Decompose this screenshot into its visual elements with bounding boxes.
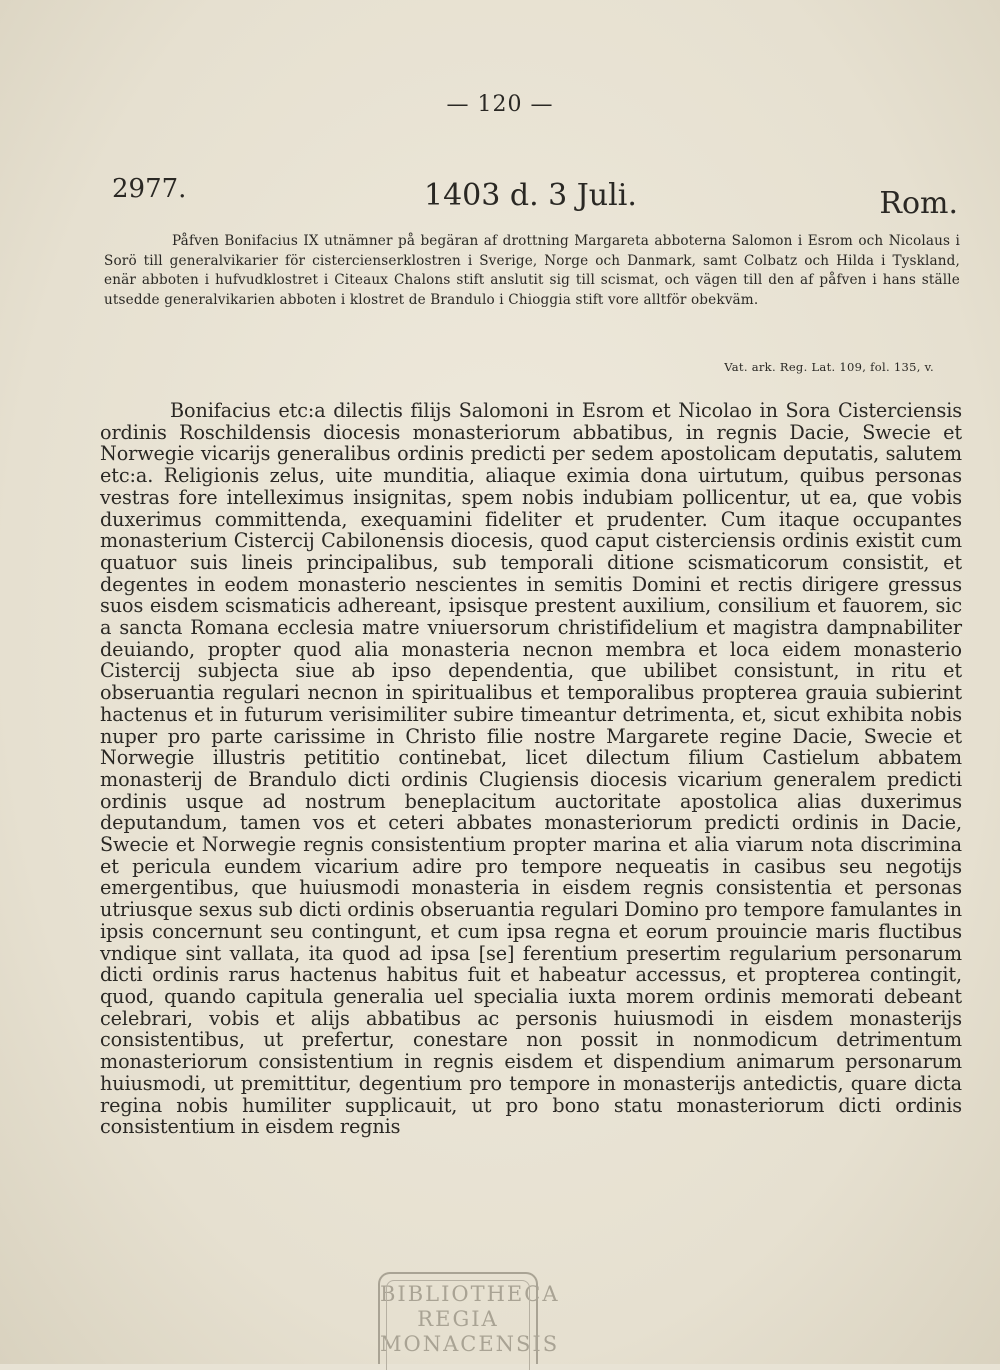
stamp-inner-border — [386, 1280, 530, 1370]
entry-number: 2977. — [112, 174, 187, 204]
stamp-line-3: MONACENSIS — [380, 1332, 560, 1356]
entry-date: 1403 d. 3 Juli. — [424, 178, 637, 213]
page-number: — 120 — — [446, 92, 554, 117]
library-stamp — [378, 1272, 560, 1364]
stamp-line-1: BIBLIOTHECA — [380, 1282, 560, 1306]
entry-place: Rom. — [879, 186, 958, 221]
source-reference: Vat. ark. Reg. Lat. 109, fol. 135, v. — [724, 360, 934, 374]
latin-body-text: Bonifacius etc:a dilectis filijs Salomoni in Esrom et Nicolao in Sora Cisterciensis ordinis Roschildensis diocesis monasteriorum abbatibus, in regnis Dacie, Swecie et Norwegie vicarijs generalibus ordinis predicti per sedem apostolicam deputatis, salutem etc:a. Religionis zelus, uite munditia, aliaque eximia dona uirtutum, quibus personas vestras fore intelleximus insignitas, spem nobis indubiam pollicentur, ut ea, que vobis duxerimus committenda, exequamini fideliter et prudenter. Cum itaque occupantes monasterium Cistercij Cabilonensis diocesis, quod caput cisterciensis ordinis existit cum quatuor suis lineis principalibus, sub temporali ditione scismaticorum consistit, et degentes in eodem monasterio nescientes in semitis Domini et rectis dirigere gressus suos eisdem scismaticis adhereant, ipsisque prestent auxilium, consilium et fauorem, sic a sancta Romana ecclesia matre vniuersorum christifidelium et magistra dampnabiliter deuiando, propter quod alia monasteria necnon membra et loca eidem monasterio Cistercij subjecta siue ab ipso dependentia, que ubilibet consistunt, in ritu et obseruantia regulari necnon in spiritualibus et temporalibus propterea grauia subierint hactenus et in futurum verisimiliter subire timeantur detrimenta, et, sicut exhibita nobis nuper pro parte carissime in Christo filie nostre Margarete regine Dacie, Swecie et Norwegie illustris petititio continebat, licet dilectum filium Castielum abbatem monasterij de Brandulo dicti ordinis Clugiensis diocesis vicarium generalem predicti ordinis usque ad nostrum beneplacitum auctoritate apostolica alias duxerimus deputandum, tamen vos et ceteri abbates monasteriorum predicti ordinis in Dacie, Swecie et Norwegie regnis consistentium propter marina et alia viarum nota discrimina et pericula eundem vicarium adire pro tempore nequeatis in casibus seu negotijs emergentibus, que huiusmodi monasteria in eisdem regnis consistentia et personas utriusque sexus sub dicti ordinis obseruantia regulari Domino pro tempore famulantes in ipsis concernunt seu contingunt, et cum ipsa regna et eorum prouincie maris fluctibus vndique sint vallata, ita quod ad ipsa [se] ferentium presertim regularium personarum dicti ordinis rarus hactenus habitus fuit et habeatur accessus, et propterea contingit, quod, quando capitula generalia uel specialia iuxta morem ordinis memorati debeant celebrari, vobis et alijs abbatibus ac personis huiusmodi in eisdem monasterijs consistentibus, ut prefertur, conestare non possit in nonmodicum detrimentum monasteriorum consistentium in regnis eisdem et dispendium animarum personarum huiusmodi, ut premittitur, degentium pro tempore in monasterijs antedictis, quare dicta regina nobis humiliter supplicauit, ut pro bono statu monasteriorum dicti ordinis consistentium in eisdem regnis — [100, 399, 962, 1139]
entry-summary: Påfven Bonifacius IX utnämner på begäran af drottning Margareta abboterna Salomon i Esrom och Nicolaus i Sorö till generalvikarier för cistercienserklostren i Sverige, Norge och Danmark, samt Colbatz och Hilda i Tyskland, enär abboten i hufvudklostret i Citeaux Chalons stift anslutit sig till scismat, och vägen till den af påfven i hans ställe utsedde generalvikarien abboten i klostret de Brandulo i Chioggia stift vore alltför obekväm. — [104, 233, 960, 308]
stamp-line-2: REGIA — [417, 1307, 499, 1331]
